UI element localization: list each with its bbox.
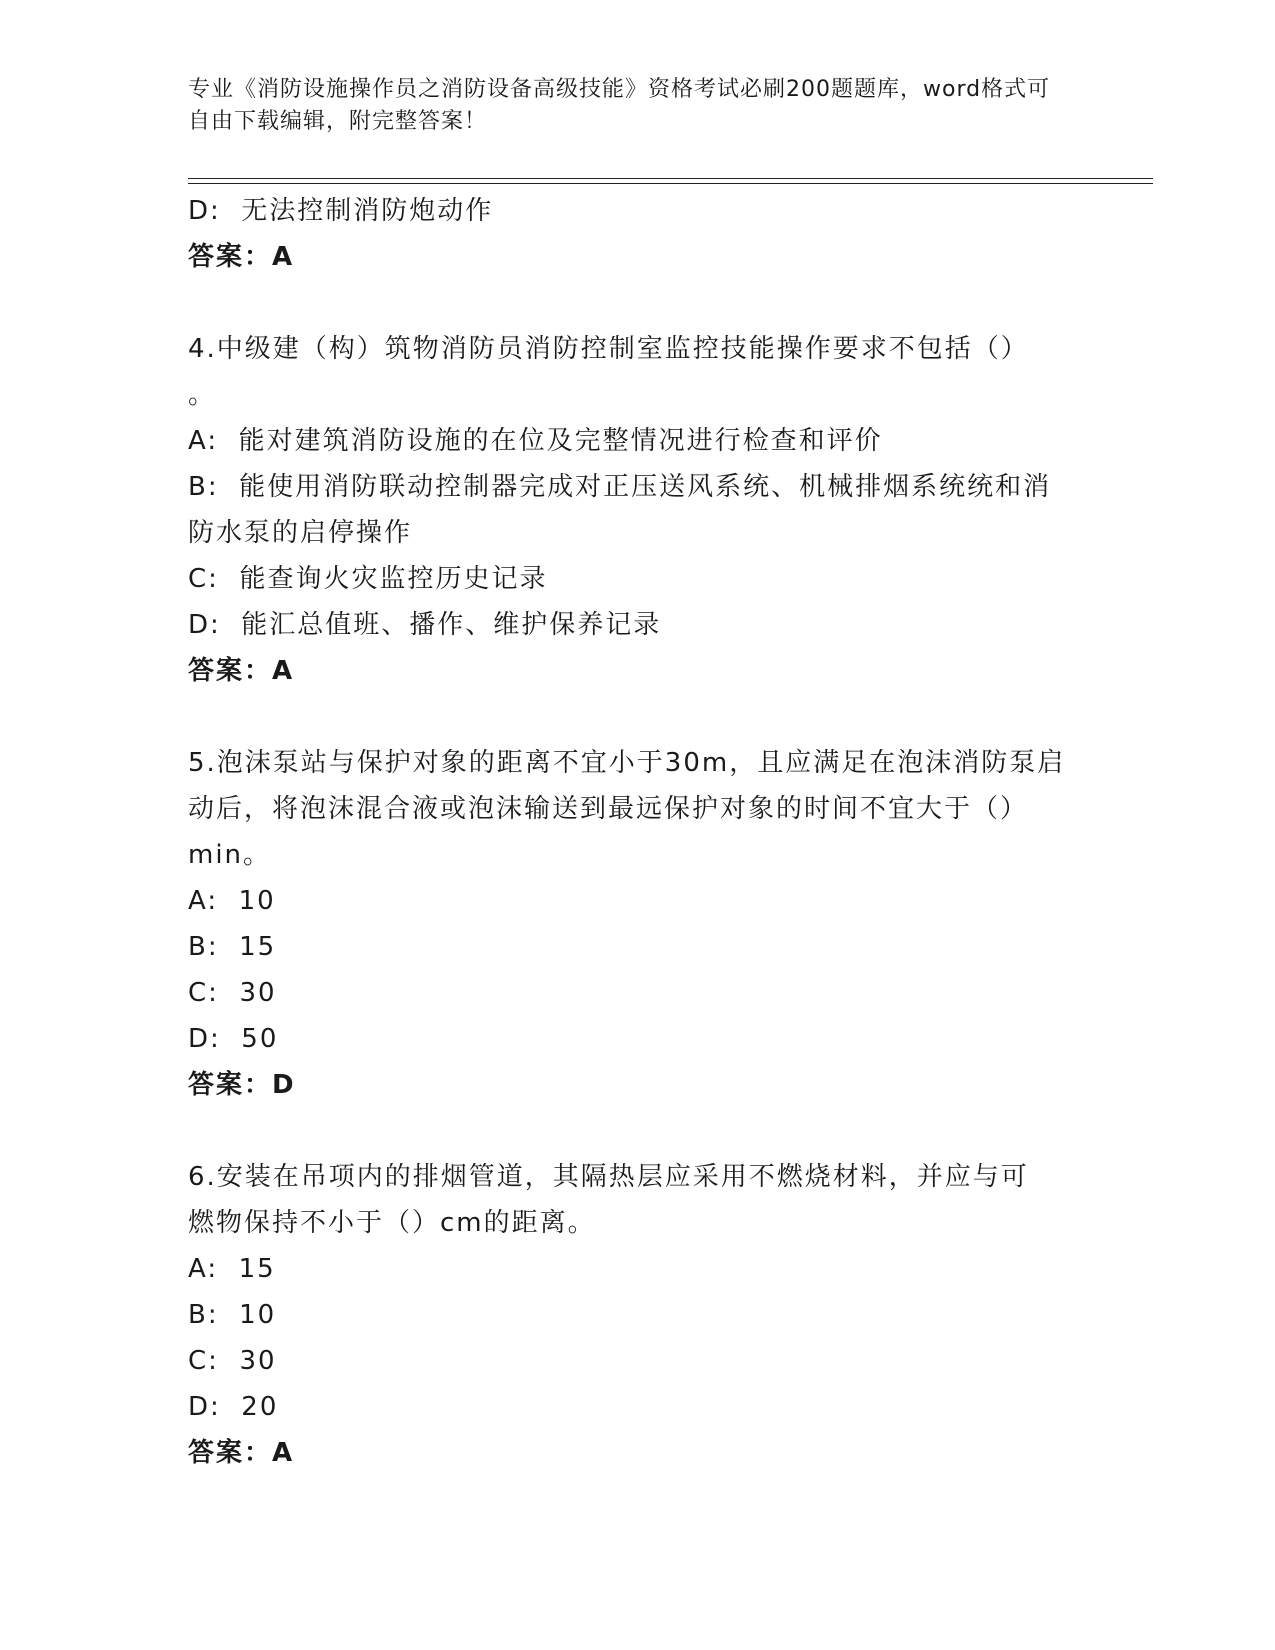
header-rule-top [188,178,1153,179]
prev-option-d: D: 无法控制消防炮动作 [188,196,494,226]
option-c: C: 能查询火灾监控历史记录 [188,564,548,594]
question-5 [188,740,1088,1108]
option-b-continued: 防水泵的启停操作 [188,518,413,548]
option-b: B: 能使用消防联动控制器完成对正压送风系统、机械排烟系统统和消 [188,472,1052,502]
document-header: 专业《消防设施操作员之消防设备高级技能》资格考试必刷200题题库，word格式可自由下载编辑，附完整答案！ [188,77,1051,134]
question-stem-line: 。 [188,380,217,410]
question-content [188,188,1088,1476]
question-stem-line: 4.中级建（构）筑物消防员消防控制室监控技能操作要求不包括（） [188,334,1029,364]
answer: 答案：A [188,1438,295,1468]
option-c: C: 30 [188,1346,277,1376]
option-b: B: 10 [188,1300,277,1330]
question-stem-line: 动后，将泡沫混合液或泡沫输送到最远保护对象的时间不宜大于（） [188,794,1029,824]
header-rule-bottom [188,183,1153,184]
question-stem-line: 5.泡沫泵站与保护对象的距离不宜小于30m，且应满足在泡沫消防泵启 [188,748,1066,778]
option-d: D: 20 [188,1392,279,1422]
question-stem-line: min。 [188,840,272,870]
option-c: C: 30 [188,978,277,1008]
question-stem-line: 6.安装在吊项内的排烟管道，其隔热层应采用不燃烧材料，并应与可 [188,1162,1029,1192]
option-d: D: 50 [188,1024,279,1054]
answer: 答案：D [188,1070,296,1100]
answer: 答案：A [188,656,295,686]
option-d: D: 能汇总值班、播作、维护保养记录 [188,610,662,640]
option-a: A: 15 [188,1254,276,1284]
prev-answer: 答案：A [188,242,295,272]
question-stem-line: 燃物保持不小于（）cm的距离。 [188,1208,596,1238]
option-b: B: 15 [188,932,277,962]
option-a: A: 10 [188,886,276,916]
option-a: A: 能对建筑消防设施的在位及完整情况进行检查和评价 [188,426,883,456]
question-6 [188,1154,1088,1476]
question-4 [188,326,1088,694]
